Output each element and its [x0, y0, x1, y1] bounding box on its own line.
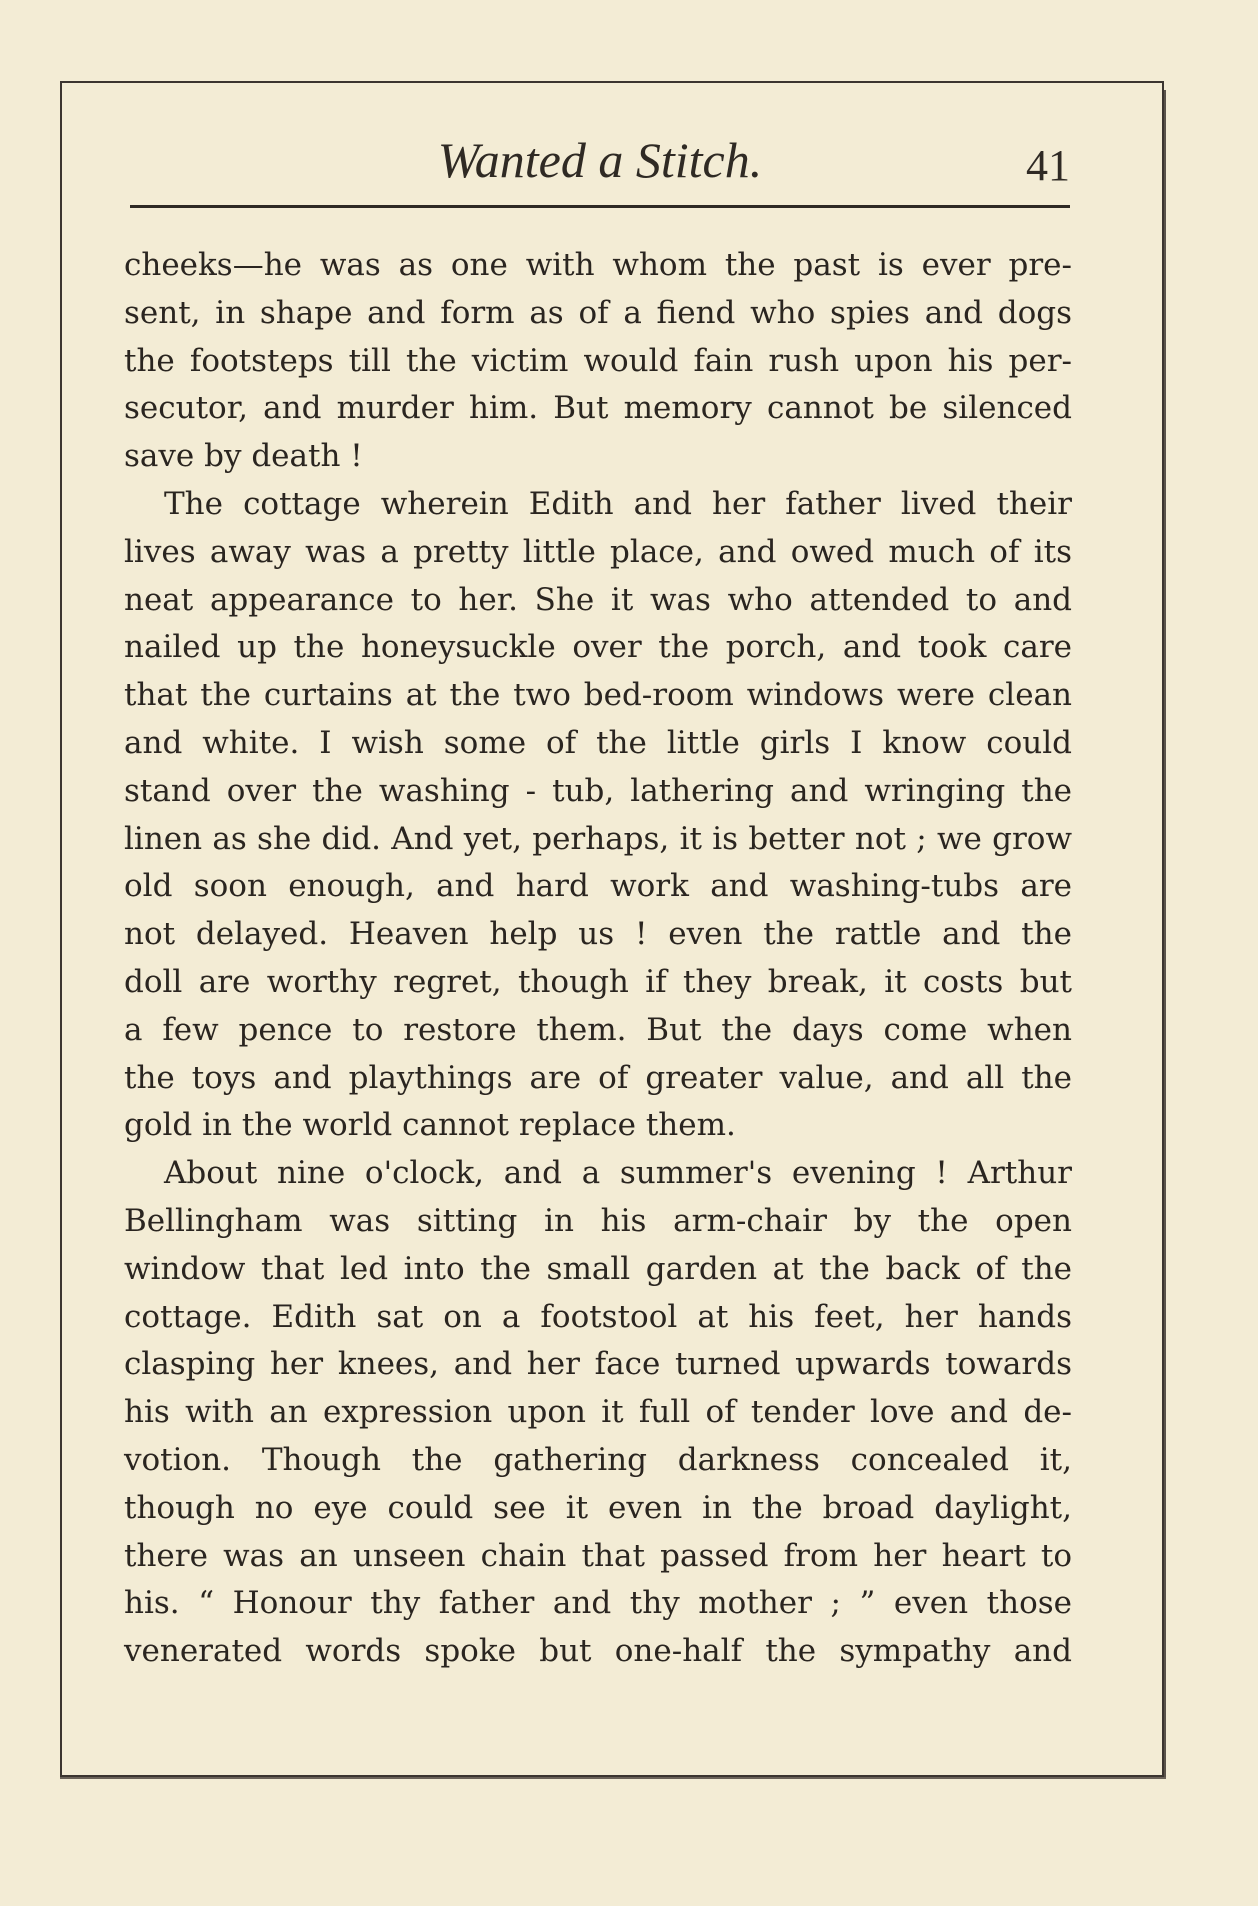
- text-line: save by death !: [124, 438, 363, 475]
- text-line: nailed up the honeysuckle over the porch, and took care: [124, 629, 1072, 666]
- text-line: a few pence to restore them. But the days come when: [124, 1011, 1072, 1048]
- text-line: the toys and playthings are of greater value, and all the: [124, 1059, 1072, 1096]
- text-line: secutor, and murder him. But memory cannot be silenced: [124, 390, 1072, 427]
- running-header: [130, 128, 1070, 192]
- text-line: cottage. Edith sat on a footstool at his feet, her hands: [124, 1298, 1072, 1335]
- frame-edge-bottom: [60, 1777, 1166, 1779]
- text-line: doll are worthy regret, though if they break, it costs but: [124, 963, 1072, 1000]
- text-line: not delayed. Heaven help us ! even the rattle and the: [124, 916, 1072, 953]
- text-line: cheeks—he was as one with whom the past is ever pre-: [124, 247, 1072, 283]
- text-line: and white. I wish some of the little girls I know could: [124, 724, 1072, 761]
- text-line: votion. Though the gathering darkness concealed it,: [124, 1441, 1072, 1478]
- text-line: window that led into the small garden at the back of the: [124, 1250, 1072, 1287]
- header-rule: [130, 205, 1070, 208]
- running-title: Wanted a Stitch.: [437, 132, 763, 188]
- text-line: neat appearance to her. She it was who attended to and: [124, 581, 1072, 618]
- text-line: lives away was a pretty little place, and owed much of its: [124, 533, 1072, 570]
- text-line: his. “ Honour thy father and thy mother ; ” even those: [124, 1585, 1072, 1622]
- text-line: though no eye could see it even in the broad daylight,: [124, 1489, 1072, 1526]
- text-line: the footsteps till the victim would fain rush upon his per-: [124, 342, 1072, 379]
- page-number: 41: [1026, 141, 1070, 190]
- text-line: sent, in shape and form as of a fiend who spies and dogs: [124, 294, 1072, 331]
- frame-edge-right: [1164, 90, 1166, 1778]
- text-line: stand over the washing - tub, lathering and wringing the: [124, 772, 1072, 809]
- text-line: Bellingham was sitting in his arm-chair by the open: [124, 1202, 1072, 1239]
- text-line: venerated words spoke but one-half the sympathy and: [124, 1633, 1072, 1670]
- body-text: [124, 242, 1072, 1676]
- text-line: gold in the world cannot replace them.: [124, 1107, 736, 1144]
- text-line: clasping her knees, and her face turned upwards towards: [124, 1346, 1072, 1383]
- paragraph-start-line: The cottage wherein Edith and her father lived their: [164, 485, 1072, 522]
- paragraph-start-line: About nine o'clock, and a summer's evening ! Arthur: [164, 1155, 1072, 1192]
- text-line: there was an unseen chain that passed from her heart to: [124, 1537, 1072, 1574]
- text-line: his with an expression upon it full of tender love and de-: [124, 1394, 1072, 1431]
- text-line: that the curtains at the two bed-room windows were clean: [124, 677, 1072, 714]
- text-line: old soon enough, and hard work and washing-tubs are: [124, 868, 1072, 905]
- text-line: linen as she did. And yet, perhaps, it is better not ; we grow: [124, 820, 1072, 857]
